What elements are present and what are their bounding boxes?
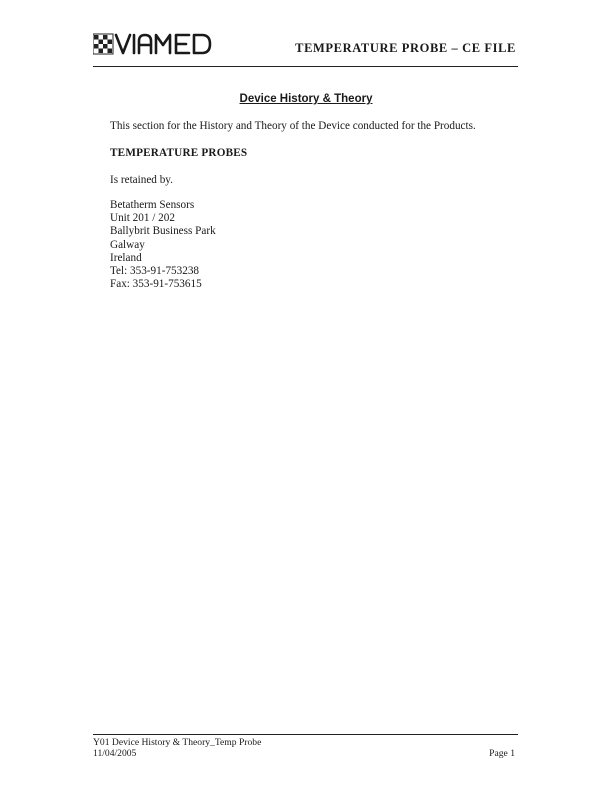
footer-page-number: Page 1 [489,748,515,759]
footer-divider [93,734,518,735]
address-company: Betatherm Sensors [110,199,195,211]
address-unit: Unit 201 / 202 [110,212,175,225]
footer-date: 11/04/2005 [93,748,137,759]
supplier-address [110,199,216,291]
header-divider [93,66,518,67]
intro-paragraph: This section for the History and Theory of the Device conducted for the Products. [110,120,476,132]
section-heading: Device History & Theory [239,93,373,105]
address-city: Galway [110,238,145,251]
footer-doc-name: Y01 Device History & Theory_Temp Probe [93,737,262,748]
address-country: Ireland [110,251,142,264]
address-park: Ballybrit Business Park [110,225,216,238]
logo-emblem-icon [93,34,113,54]
document-header-title: TEMPERATURE PROBE – CE FILE [295,41,516,55]
viamed-logo [93,30,225,58]
address-fax: Fax: 353-91-753615 [110,278,202,291]
address-phone: Tel: 353-91-753238 [110,265,200,278]
footer-doc-info [93,737,261,759]
retained-by-text: Is retained by. [110,174,173,186]
products-label: TEMPERATURE PROBES [110,147,248,159]
